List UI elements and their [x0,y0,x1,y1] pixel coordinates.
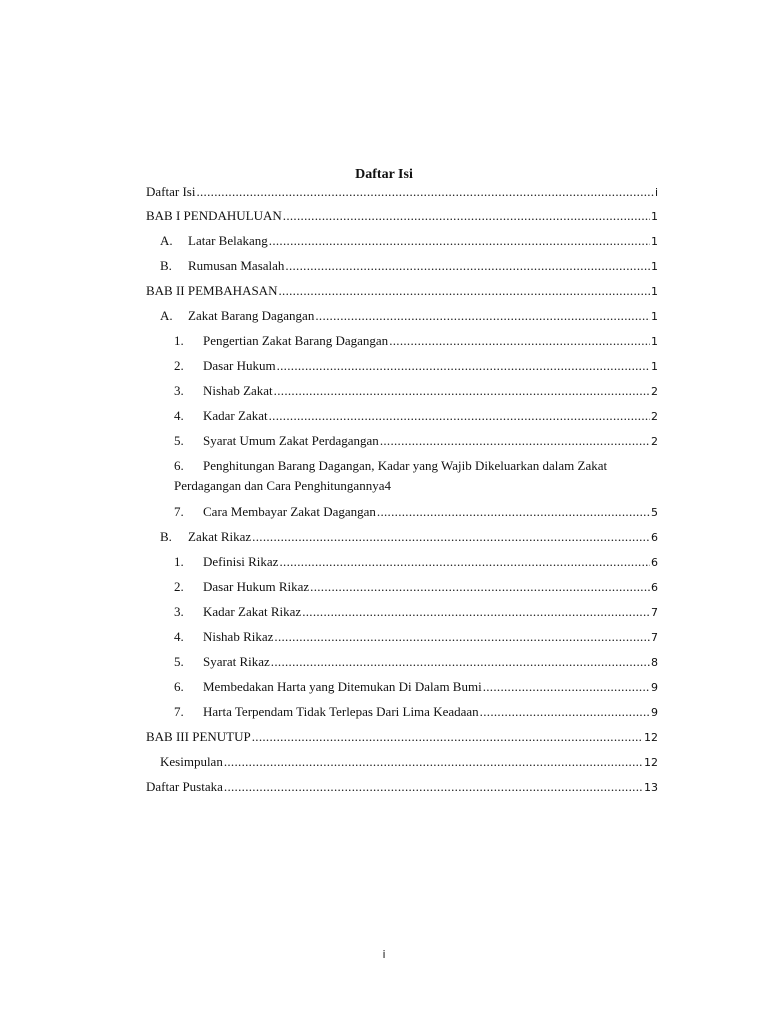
toc-label: Kesimpulan [160,754,223,769]
toc-page: 8 [651,656,658,669]
toc-label-line1: Penghitungan Barang Dagangan, Kadar yang Wajib Dikeluarkan dalam Zakat [203,458,608,473]
toc-entry-kadar-zakat-rikaz[interactable] [146,604,658,629]
toc-entry-daftar-pustaka[interactable] [146,779,658,804]
toc-page: 2 [651,385,658,398]
toc-page: 9 [651,706,658,719]
toc-entry-nishab-rikaz[interactable] [146,629,658,654]
toc-page: 1 [651,360,658,373]
toc-page: 7 [651,606,658,619]
toc-entry-daftar-isi[interactable] [146,184,658,208]
toc-leader [252,729,643,745]
toc-page: 6 [651,581,658,594]
toc-entry-bab-3[interactable] [146,729,658,754]
toc-page: 2 [651,410,658,423]
toc-entry-bab-2[interactable] [146,283,658,308]
toc-number: 4. [174,408,184,423]
toc-number: 5. [174,433,184,448]
toc-page: 1 [651,335,658,348]
toc-label: Harta Terpendam Tidak Terlepas Dari Lima Keadaan [203,704,479,719]
toc-leader [271,654,650,670]
toc-label: BAB II PEMBAHASAN [146,283,278,298]
toc-leader [315,308,650,324]
toc-label: BAB I PENDAHULUAN [146,208,282,223]
toc-entry-penghitungan[interactable] [146,458,658,504]
toc-number: A. [160,233,173,248]
toc-label: Daftar Isi [146,184,196,199]
toc-label: Zakat Rikaz [188,529,252,544]
toc-page: 1 [651,210,658,223]
toc-leader [389,333,650,349]
toc-label: Nishab Zakat [203,383,273,398]
toc-leader [279,554,650,570]
toc-label: Syarat Rikaz [203,654,270,669]
toc-entry-latar-belakang[interactable] [146,233,658,258]
toc-page: 7 [651,631,658,644]
toc-number: 7. [174,504,184,519]
toc-leader [224,754,643,770]
toc-page: 1 [651,235,658,248]
toc-entry-zakat-rikaz[interactable] [146,529,658,554]
toc-label: Pengertian Zakat Barang Dagangan [203,333,389,348]
toc-number: 3. [174,383,184,398]
toc-leader [483,679,650,695]
toc-leader [377,504,650,520]
toc-page: 2 [651,435,658,448]
toc-label: Definisi Rikaz [203,554,279,569]
toc-leader [252,529,650,545]
toc-leader [310,579,650,595]
toc-entry-pengertian[interactable] [146,333,658,358]
toc-entry-syarat-rikaz[interactable] [146,654,658,679]
page-number: i [382,948,386,961]
toc-entry-membedakan-harta[interactable] [146,679,658,704]
toc-label: Membedakan Harta yang Ditemukan Di Dalam Bumi [203,679,482,694]
toc-page: 9 [651,681,658,694]
toc-entry-dasar-hukum-rikaz[interactable] [146,579,658,604]
toc-label: Cara Membayar Zakat Dagangan [203,504,376,519]
toc-entry-harta-terpendam[interactable] [146,704,658,729]
toc-entry-cara-membayar[interactable] [146,504,658,529]
toc-page: 1 [651,310,658,323]
toc-entry-definisi-rikaz[interactable] [146,554,658,579]
toc-label: Kadar Zakat [203,408,268,423]
toc-number: 3. [174,604,184,619]
toc-label: Kadar Zakat Rikaz [203,604,302,619]
toc-label: Latar Belakang [188,233,268,248]
toc-number: 7. [174,704,184,719]
toc-number: B. [160,529,172,544]
toc-number: 1. [174,554,184,569]
toc-page: 12 [644,756,658,769]
toc-number: 4. [174,629,184,644]
toc-leader [285,258,650,274]
toc-label: Syarat Umum Zakat Perdagangan [203,433,379,448]
table-of-contents [146,184,658,804]
toc-number: B. [160,258,172,273]
toc-leader [274,383,650,399]
toc-leader [196,184,653,200]
toc-label: Rumusan Masalah [188,258,285,273]
toc-leader [380,433,650,449]
toc-number: 5. [174,654,184,669]
toc-page: 4 [384,478,391,493]
toc-entry-kesimpulan[interactable] [146,754,658,779]
toc-page: 6 [651,556,658,569]
toc-page: 6 [651,531,658,544]
toc-label: Dasar Hukum [203,358,276,373]
toc-number: 2. [174,358,184,373]
toc-leader [277,358,650,374]
toc-label: BAB III PENUTUP [146,729,251,744]
toc-leader [278,283,650,299]
toc-leader [274,629,650,645]
toc-number: 6. [174,679,184,694]
toc-page: i [654,186,658,199]
toc-entry-zakat-barang-dagangan[interactable] [146,308,658,333]
toc-entry-bab-1[interactable] [146,208,658,233]
toc-label: Zakat Barang Dagangan [188,308,315,323]
toc-page: 12 [644,731,658,744]
toc-number: 1. [174,333,184,348]
toc-entry-kadar-zakat[interactable] [146,408,658,433]
toc-leader [269,408,650,424]
toc-entry-dasar-hukum[interactable] [146,358,658,383]
toc-page: 1 [651,260,658,273]
toc-leader [302,604,650,620]
page-title: Daftar Isi [355,167,413,182]
toc-leader [283,208,650,224]
toc-label-line2: Perdagangan dan Cara Penghitungannya [174,478,385,493]
toc-page: 13 [644,781,658,794]
toc-entry-syarat-umum[interactable] [146,433,658,458]
toc-number: 6. [174,458,184,473]
toc-label: Daftar Pustaka [146,779,223,794]
toc-number: 2. [174,579,184,594]
toc-leader [269,233,650,249]
toc-entry-nishab-zakat[interactable] [146,383,658,408]
toc-leader [480,704,650,720]
toc-leader [224,779,643,795]
toc-label: Nishab Rikaz [203,629,274,644]
toc-entry-rumusan-masalah[interactable] [146,258,658,283]
toc-number: A. [160,308,173,323]
toc-page: 5 [651,506,658,519]
toc-label: Dasar Hukum Rikaz [203,579,310,594]
toc-page: 1 [651,285,658,298]
